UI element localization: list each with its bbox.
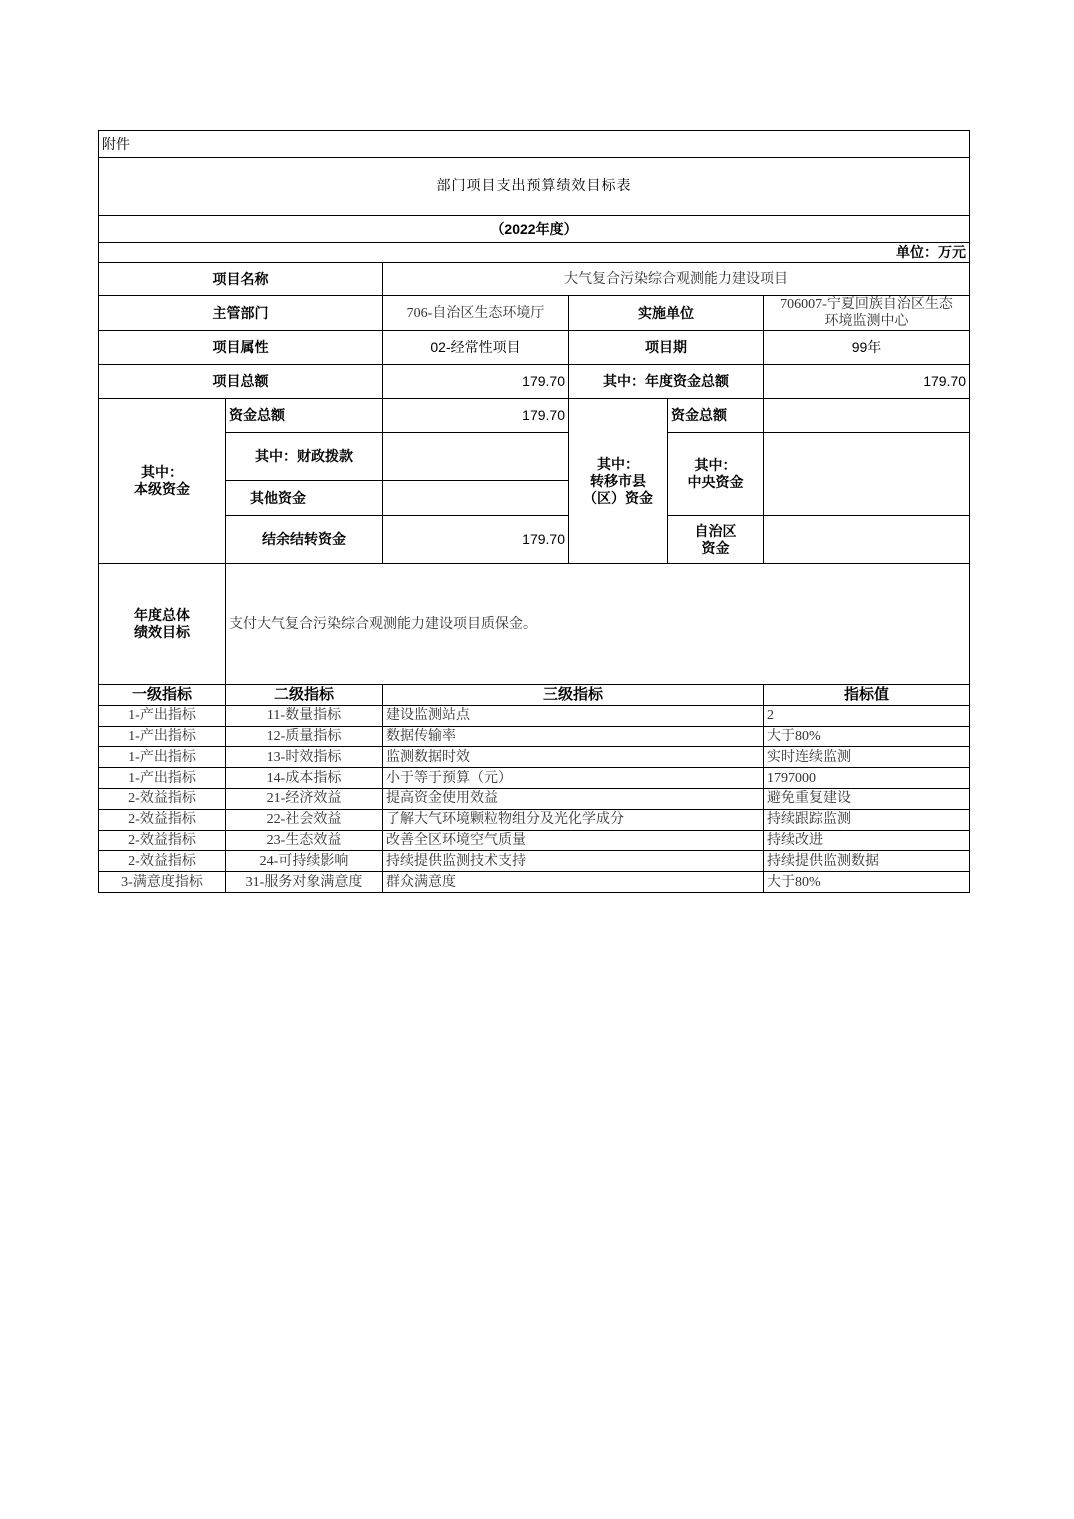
department-label: 主管部门: [99, 296, 383, 331]
indicator-header-level2: 二级指标: [226, 685, 383, 706]
indicator-value: 1797000: [764, 768, 970, 789]
central-line2: 中央资金: [687, 474, 744, 490]
project-name-value: 大气复合污染综合观测能力建设项目: [383, 263, 970, 296]
this-level-funds-label: [99, 399, 226, 564]
table-row: [99, 872, 970, 893]
indicator-level3: 建设监测站点: [383, 705, 764, 726]
region-funds-label: [668, 516, 764, 564]
indicator-value: 持续跟踪监测: [764, 809, 970, 830]
project-period-value: 99年: [764, 331, 970, 365]
annual-goal-line2: 绩效目标: [134, 624, 190, 640]
indicator-value: 避免重复建设: [764, 788, 970, 809]
transfer-funds-total-label: 资金总额: [668, 399, 764, 433]
indicator-level3: 持续提供监测技术支持: [383, 851, 764, 872]
region-funds-value: [764, 516, 970, 564]
indicator-header-level3: 三级指标: [383, 685, 764, 706]
indicator-level2: 11-数量指标: [226, 705, 383, 726]
indicator-value: 2: [764, 705, 970, 726]
implementing-unit-line2: 环境监测中心: [824, 314, 909, 329]
implementing-unit-label: 实施单位: [569, 296, 764, 331]
indicator-value: 大于80%: [764, 872, 970, 893]
carryover-funds-label: 结余结转资金: [226, 516, 383, 564]
indicator-level3: 提高资金使用效益: [383, 788, 764, 809]
indicator-level1: 1-产出指标: [99, 747, 226, 768]
indicator-header-level1: 一级指标: [99, 685, 226, 706]
implementing-unit-value: [764, 296, 970, 331]
fiscal-allocation-value: [383, 433, 569, 481]
table-row: [99, 726, 970, 747]
indicator-level2: 13-时效指标: [226, 747, 383, 768]
annual-goal-value: 支付大气复合污染综合观测能力建设项目质保金。: [226, 564, 970, 685]
central-line1: 其中：: [694, 457, 737, 473]
table-row: [99, 705, 970, 726]
indicator-level2: 22-社会效益: [226, 809, 383, 830]
table-row: [99, 851, 970, 872]
indicator-level1: 2-效益指标: [99, 851, 226, 872]
indicator-level3: 改善全区环境空气质量: [383, 830, 764, 851]
transfer-funds-label: [569, 399, 668, 564]
funds-total-value: 179.70: [383, 399, 569, 433]
central-funds-value: [764, 433, 970, 516]
fiscal-allocation-label: 其中：财政拨款: [226, 433, 383, 481]
table-row: [99, 788, 970, 809]
indicator-level2: 14-成本指标: [226, 768, 383, 789]
annual-goal-line1: 年度总体: [134, 607, 190, 623]
indicator-level2: 21-经济效益: [226, 788, 383, 809]
annual-total-value: 179.70: [764, 365, 970, 399]
indicator-level3: 数据传输率: [383, 726, 764, 747]
table-row: [99, 830, 970, 851]
indicator-level3: 监测数据时效: [383, 747, 764, 768]
attachment-label: 附件: [99, 131, 970, 158]
project-attribute-value: 02-经常性项目: [383, 331, 569, 365]
indicator-level2: 31-服务对象满意度: [226, 872, 383, 893]
table-row: [99, 768, 970, 789]
project-attribute-label: 项目属性: [99, 331, 383, 365]
indicator-level3: 了解大气环境颗粒物组分及光化学成分: [383, 809, 764, 830]
indicator-level1: 3-满意度指标: [99, 872, 226, 893]
indicator-level1: 1-产出指标: [99, 705, 226, 726]
project-total-value: 179.70: [383, 365, 569, 399]
budget-performance-table: [98, 130, 970, 893]
table-row: [99, 809, 970, 830]
region-line1: 自治区: [694, 522, 737, 539]
indicator-level1: 2-效益指标: [99, 788, 226, 809]
project-total-label: 项目总额: [99, 365, 383, 399]
implementing-unit-line1: 706007-宁夏回族自治区生态: [780, 297, 953, 312]
transfer-funds-total-value: [764, 399, 970, 433]
project-name-label: 项目名称: [99, 263, 383, 296]
page-title: 部门项目支出预算绩效目标表: [99, 158, 970, 216]
transfer-line3: （区）资金: [583, 489, 653, 506]
indicator-table: [99, 685, 970, 893]
annual-total-label: 其中：年度资金总额: [569, 365, 764, 399]
funds-total-label: 资金总额: [226, 399, 383, 433]
indicator-level3: 小于等于预算（元）: [383, 768, 764, 789]
indicator-value: 实时连续监测: [764, 747, 970, 768]
other-funds-value: [383, 481, 569, 516]
indicator-value: 持续提供监测数据: [764, 851, 970, 872]
project-period-label: 项目期: [569, 331, 764, 365]
department-value: 706-自治区生态环境厅: [383, 296, 569, 331]
this-level-line2: 本级资金: [134, 481, 190, 497]
transfer-line2: 转移市县: [590, 472, 646, 489]
this-level-line1: 其中：: [141, 464, 183, 480]
central-funds-label: [668, 433, 764, 516]
table-row: [99, 747, 970, 768]
indicator-value: 大于80%: [764, 726, 970, 747]
indicator-level1: 1-产出指标: [99, 726, 226, 747]
carryover-funds-value: 179.70: [383, 516, 569, 564]
region-line2: 资金: [701, 539, 730, 556]
indicator-value: 持续改进: [764, 830, 970, 851]
indicator-level3: 群众满意度: [383, 872, 764, 893]
indicator-level2: 24-可持续影响: [226, 851, 383, 872]
indicator-level2: 23-生态效益: [226, 830, 383, 851]
indicator-header-value: 指标值: [764, 685, 970, 706]
indicator-level1: 2-效益指标: [99, 830, 226, 851]
year-label: （2022年度）: [99, 216, 970, 243]
transfer-line1: 其中：: [597, 455, 639, 472]
unit-label: 单位：万元: [99, 243, 970, 263]
other-funds-label: 其他资金: [226, 481, 383, 516]
indicator-level2: 12-质量指标: [226, 726, 383, 747]
annual-goal-label: [99, 564, 226, 685]
indicator-level1: 1-产出指标: [99, 768, 226, 789]
indicator-level1: 2-效益指标: [99, 809, 226, 830]
